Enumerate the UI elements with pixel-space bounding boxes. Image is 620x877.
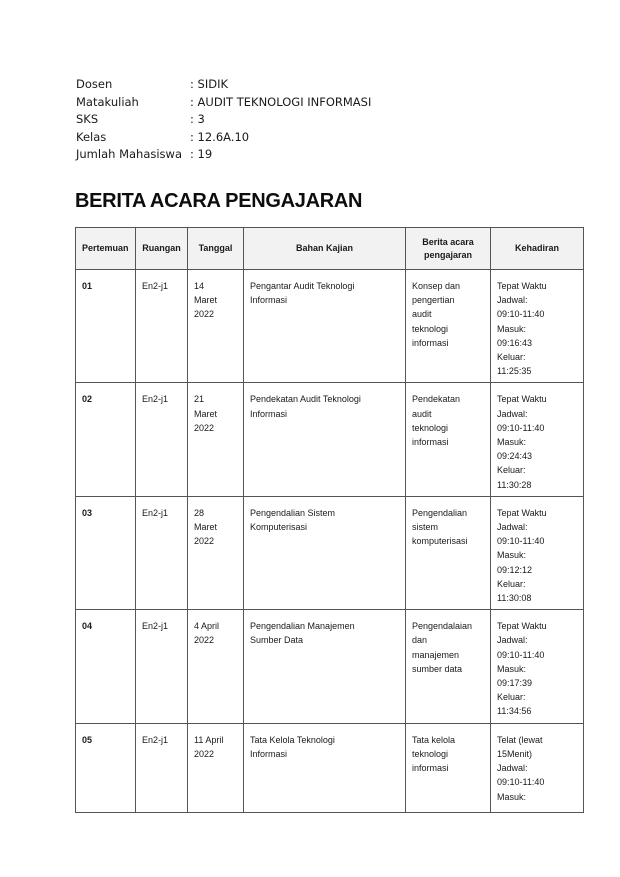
header-kehadiran: Kehadiran: [491, 228, 584, 270]
cell-pertemuan: 03: [76, 496, 136, 609]
cell-kehadiran-line: 11:30:08: [497, 593, 532, 604]
info-row-matakuliah: [76, 94, 371, 112]
info-label: Kelas: [76, 129, 107, 144]
cell-bahan-kajian-line: Informasi: [250, 748, 288, 759]
table-body: [76, 270, 584, 813]
header-berita-acara: Berita acara pengajaran: [406, 228, 491, 270]
cell-berita-acara-line: teknologi: [412, 748, 449, 759]
cell-bahan-kajian: [244, 383, 406, 496]
cell-berita-acara-line: informasi: [412, 337, 449, 348]
info-value: : SIDIK: [190, 77, 229, 91]
cell-kehadiran-line: Keluar:: [497, 692, 526, 703]
cell-berita-acara: [406, 496, 491, 609]
cell-kehadiran: [491, 496, 584, 609]
cell-pertemuan: 04: [76, 610, 136, 723]
cell-kehadiran-line: 15Menit): [497, 748, 533, 759]
cell-bahan-kajian-line: Informasi: [250, 408, 288, 419]
cell-tanggal-line: 2022: [194, 309, 215, 320]
cell-kehadiran-line: 09:17:39: [497, 678, 533, 689]
info-row-kelas: [76, 129, 371, 147]
info-label: Dosen: [76, 77, 113, 91]
table-row: [76, 723, 584, 812]
header-pertemuan: Pertemuan: [76, 228, 136, 270]
cell-tanggal-line: 2022: [194, 422, 215, 433]
cell-tanggal-line: 4 April: [194, 621, 220, 632]
cell-bahan-kajian-line: Komputerisasi: [250, 522, 308, 533]
cell-ruangan: En2-j1: [136, 496, 188, 609]
cell-berita-acara-line: dan: [412, 635, 428, 646]
table-row: [76, 270, 584, 383]
cell-tanggal-line: 2022: [194, 536, 215, 547]
info-row-dosen: [76, 76, 371, 94]
info-value: : AUDIT TEKNOLOGI INFORMASI: [190, 94, 372, 109]
cell-berita-acara-line: pengertian: [412, 295, 455, 306]
teaching-record-table: [75, 227, 584, 813]
cell-kehadiran-line: Masuk:: [497, 550, 527, 561]
cell-berita-acara-line: sistem: [412, 522, 439, 533]
info-value: : 3: [190, 112, 205, 127]
cell-kehadiran-line: 09:10-11:40: [497, 777, 545, 788]
info-row-jumlah-mahasiswa: [76, 146, 371, 164]
info-value: : 12.6A.10: [190, 129, 250, 144]
cell-kehadiran: [491, 723, 584, 812]
info-value: : 19: [190, 147, 213, 162]
cell-kehadiran-line: Masuk:: [497, 437, 527, 448]
table-header-row: [76, 228, 584, 270]
cell-ruangan: En2-j1: [136, 383, 188, 496]
header-bahan-kajian: Bahan Kajian: [244, 228, 406, 270]
cell-kehadiran-line: 11:34:56: [497, 706, 532, 717]
cell-berita-acara: [406, 383, 491, 496]
cell-bahan-kajian-line: Tata Kelola Teknologi: [250, 734, 335, 745]
cell-kehadiran: [491, 383, 584, 496]
cell-kehadiran-line: 09:12:12: [497, 564, 533, 575]
cell-berita-acara-line: komputerisasi: [412, 536, 468, 547]
cell-bahan-kajian-line: Informasi: [250, 295, 288, 306]
cell-kehadiran-line: 09:16:43: [497, 337, 533, 348]
cell-tanggal-line: 28: [194, 507, 205, 518]
cell-pertemuan: 02: [76, 383, 136, 496]
cell-kehadiran-line: Masuk:: [497, 663, 527, 674]
cell-tanggal-line: 2022: [194, 635, 215, 646]
cell-berita-acara: [406, 723, 491, 812]
cell-bahan-kajian-line: Pengantar Audit Teknologi: [250, 281, 355, 291]
cell-kehadiran-line: Telat (lewat: [497, 734, 543, 745]
cell-tanggal: [188, 610, 244, 723]
cell-kehadiran-line: Tepat Waktu: [497, 507, 547, 518]
cell-tanggal: [188, 270, 244, 383]
cell-kehadiran-line: Jadwal:: [497, 522, 528, 533]
info-label: SKS: [76, 112, 99, 127]
cell-tanggal-line: 21: [194, 394, 205, 405]
cell-berita-acara-line: audit: [412, 309, 432, 320]
cell-bahan-kajian-line: Pengendalian Manajemen: [250, 621, 355, 632]
cell-kehadiran-line: Masuk:: [497, 791, 527, 802]
cell-kehadiran-line: Keluar:: [497, 578, 526, 589]
cell-kehadiran-line: Tepat Waktu: [497, 621, 547, 632]
cell-bahan-kajian: [244, 610, 406, 723]
cell-berita-acara-line: Tata kelola: [412, 734, 456, 745]
cell-tanggal-line: Maret: [194, 295, 218, 306]
cell-tanggal: [188, 723, 244, 812]
cell-tanggal-line: 2022: [194, 748, 215, 759]
course-info: [76, 76, 371, 164]
cell-bahan-kajian-line: Pendekatan Audit Teknologi: [250, 394, 361, 405]
cell-kehadiran-line: 11:25:35: [497, 366, 532, 377]
page-title: BERITA ACARA PENGAJARAN: [75, 190, 363, 212]
info-label: Jumlah Mahasiswa: [76, 147, 183, 162]
cell-bahan-kajian-line: Pengendalian Sistem: [250, 507, 336, 518]
cell-berita-acara-line: informasi: [412, 437, 449, 448]
cell-berita-acara-line: manajemen: [412, 649, 460, 660]
table-row: [76, 496, 584, 609]
cell-kehadiran-line: Jadwal:: [497, 408, 528, 419]
cell-kehadiran-line: Jadwal:: [497, 635, 528, 646]
cell-kehadiran-line: 09:10-11:40: [497, 649, 545, 660]
cell-kehadiran-line: 09:10-11:40: [497, 536, 545, 547]
cell-pertemuan: 01: [76, 270, 136, 383]
cell-berita-acara-line: Pengendalaian: [412, 621, 473, 632]
cell-kehadiran-line: Keluar:: [497, 352, 526, 363]
cell-ruangan: En2-j1: [136, 610, 188, 723]
cell-berita-acara-line: teknologi: [412, 422, 449, 433]
cell-kehadiran-line: 09:10-11:40: [497, 309, 545, 320]
cell-tanggal: [188, 496, 244, 609]
cell-kehadiran-line: Keluar:: [497, 465, 526, 476]
table-row: [76, 383, 584, 496]
cell-berita-acara-line: informasi: [412, 763, 449, 774]
cell-kehadiran-line: 09:10-11:40: [497, 422, 545, 433]
cell-kehadiran-line: 11:30:28: [497, 479, 532, 490]
cell-kehadiran-line: Jadwal:: [497, 295, 528, 306]
info-label: Matakuliah: [76, 94, 139, 109]
cell-kehadiran-line: Tepat Waktu: [497, 281, 547, 291]
cell-bahan-kajian: [244, 723, 406, 812]
cell-tanggal-line: 11 April: [194, 734, 224, 745]
cell-bahan-kajian: [244, 496, 406, 609]
cell-tanggal-line: Maret: [194, 408, 218, 419]
cell-ruangan: En2-j1: [136, 723, 188, 812]
cell-berita-acara: [406, 270, 491, 383]
cell-berita-acara-line: Pengendalian: [412, 507, 468, 518]
cell-kehadiran-line: Jadwal:: [497, 763, 528, 774]
cell-tanggal-line: Maret: [194, 522, 218, 533]
cell-tanggal-line: 14: [194, 281, 205, 291]
cell-kehadiran-line: 09:24:43: [497, 451, 533, 462]
cell-kehadiran-line: Masuk:: [497, 323, 527, 334]
cell-kehadiran-line: Tepat Waktu: [497, 394, 547, 405]
cell-bahan-kajian: [244, 270, 406, 383]
info-row-sks: [76, 111, 371, 129]
header-ruangan: Ruangan: [136, 228, 188, 270]
table-row: [76, 610, 584, 723]
cell-berita-acara-line: Konsep dan: [412, 281, 461, 291]
cell-tanggal: [188, 383, 244, 496]
cell-pertemuan: 05: [76, 723, 136, 812]
cell-berita-acara: [406, 610, 491, 723]
cell-berita-acara-line: teknologi: [412, 323, 449, 334]
cell-ruangan: En2-j1: [136, 270, 188, 383]
cell-kehadiran: [491, 610, 584, 723]
cell-berita-acara-line: Pendekatan: [412, 394, 461, 405]
cell-bahan-kajian-line: Sumber Data: [250, 635, 304, 646]
cell-berita-acara-line: sumber data: [412, 663, 463, 674]
cell-berita-acara-line: audit: [412, 408, 432, 419]
cell-kehadiran: [491, 270, 584, 383]
header-tanggal: Tanggal: [188, 228, 244, 270]
